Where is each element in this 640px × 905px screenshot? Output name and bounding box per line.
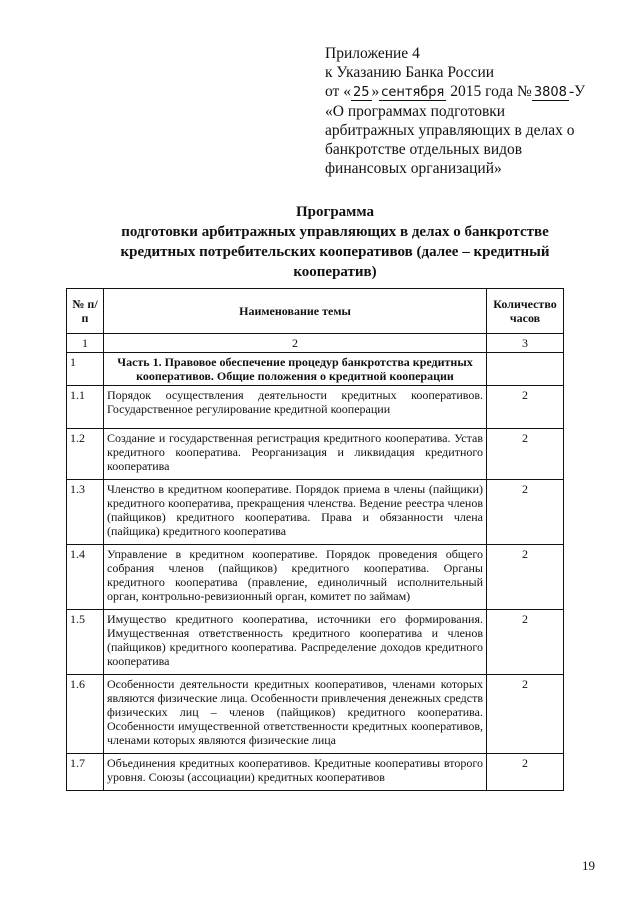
row-topic: Создание и государственная регистрация кредитного кооператива. Устав кредитного кооператива. Реорганизация и ликвидация кредитного кооператива [104, 429, 487, 480]
row-topic: Управление в кредитном кооперативе. Порядок проведения общего собрания членов (пайщиков) кредитного кооператива. Органы кредитного кооператива (правление, единоличный исполнительный орган, контрольно-ревизионный орган, комитет по займам) [104, 545, 487, 610]
date-month: сентября [381, 85, 445, 100]
table-row [67, 480, 564, 545]
appendix-subject-1: «О программах подготовки [325, 103, 506, 120]
row-number: 1.1 [67, 386, 104, 429]
row-number: 1.4 [67, 545, 104, 610]
date-year: 2015 года № [450, 83, 532, 100]
column-number-3: 3 [487, 334, 564, 353]
column-number-1: 1 [67, 334, 104, 353]
header-topic: Наименование темы [104, 289, 487, 334]
row-topic: Объединения кредитных кооперативов. Кредитные кооперативы второго уровня. Союзы (ассоциации) кредитных кооперативов [104, 754, 487, 791]
document-number-suffix: -У [568, 83, 586, 100]
row-topic: Имущество кредитного кооператива, источники его формирования. Имущественная ответственность кредитного кооператива и членов (пайщиков) кредитного кооператива. Распределение доходов кредитного кооператива [104, 610, 487, 675]
table-row [67, 386, 564, 429]
row-topic: Особенности деятельности кредитных кооперативов, членами которых являются физические лица. Особенности привлечения денежных средств физических лиц – членов (пайщиков) кредитного кооператива. Особенности имущественной ответственности кредитных кооперативов, членами которых являются физические лица [104, 675, 487, 754]
program-title [100, 202, 570, 282]
appendix-subject-4: финансовых организаций» [325, 160, 502, 177]
part-title: Часть 1. Правовое обеспечение процедур банкротства кредитных кооперативов. Общие положения о кредитной кооперации [104, 353, 487, 386]
column-number-2: 2 [104, 334, 487, 353]
row-topic: Порядок осуществления деятельности кредитных кооперативов. Государственное регулирование кредитной кооперации [104, 386, 487, 429]
appendix-subject-3: банкротстве отдельных видов [325, 141, 523, 158]
program-title-line-1: Программа [296, 204, 374, 220]
header-hours: Количество часов [487, 289, 564, 334]
row-number: 1.5 [67, 610, 104, 675]
document-number: 3808 [533, 85, 567, 100]
row-hours: 2 [487, 545, 564, 610]
date-day: 25 [352, 85, 370, 100]
row-hours: 2 [487, 675, 564, 754]
row-number: 1.2 [67, 429, 104, 480]
program-title-line-2: подготовки арбитражных управляющих в делах о банкротстве [121, 224, 549, 240]
table-row [67, 610, 564, 675]
table-row [67, 429, 564, 480]
row-number: 1.3 [67, 480, 104, 545]
date-mid: » [371, 83, 380, 100]
row-number: 1.7 [67, 754, 104, 791]
header-number: № п/п [67, 289, 104, 334]
row-hours: 2 [487, 754, 564, 791]
appendix-reference: к Указанию Банка России [325, 64, 495, 81]
row-number: 1.6 [67, 675, 104, 754]
part-hours [487, 353, 564, 386]
row-topic: Членство в кредитном кооперативе. Порядок приема в члены (пайщики) кредитного кооператива, прекращения членства. Ведение реестра членов (пайщиков) кредитного кооператива. Права и обязанности члена (пайщика) кредитного кооператива [104, 480, 487, 545]
program-table [66, 288, 564, 791]
row-hours: 2 [487, 610, 564, 675]
appendix-date-line [325, 82, 625, 102]
part-number: 1 [67, 353, 104, 386]
table-row [67, 675, 564, 754]
table-row [67, 545, 564, 610]
table-header-row [67, 289, 564, 334]
row-hours: 2 [487, 386, 564, 429]
appendix-block [325, 44, 625, 178]
program-title-line-3: кредитных потребительских кооперативов (далее – кредитный [120, 244, 550, 260]
row-hours: 2 [487, 480, 564, 545]
part-row [67, 353, 564, 386]
program-title-line-4: кооператив) [293, 264, 377, 280]
table-row [67, 754, 564, 791]
page-number: 19 [582, 858, 595, 873]
date-prefix: от « [325, 83, 351, 100]
appendix-title: Приложение 4 [325, 45, 420, 62]
appendix-subject-2: арбитражных управляющих в делах о [325, 122, 575, 139]
row-hours: 2 [487, 429, 564, 480]
column-number-row [67, 334, 564, 353]
